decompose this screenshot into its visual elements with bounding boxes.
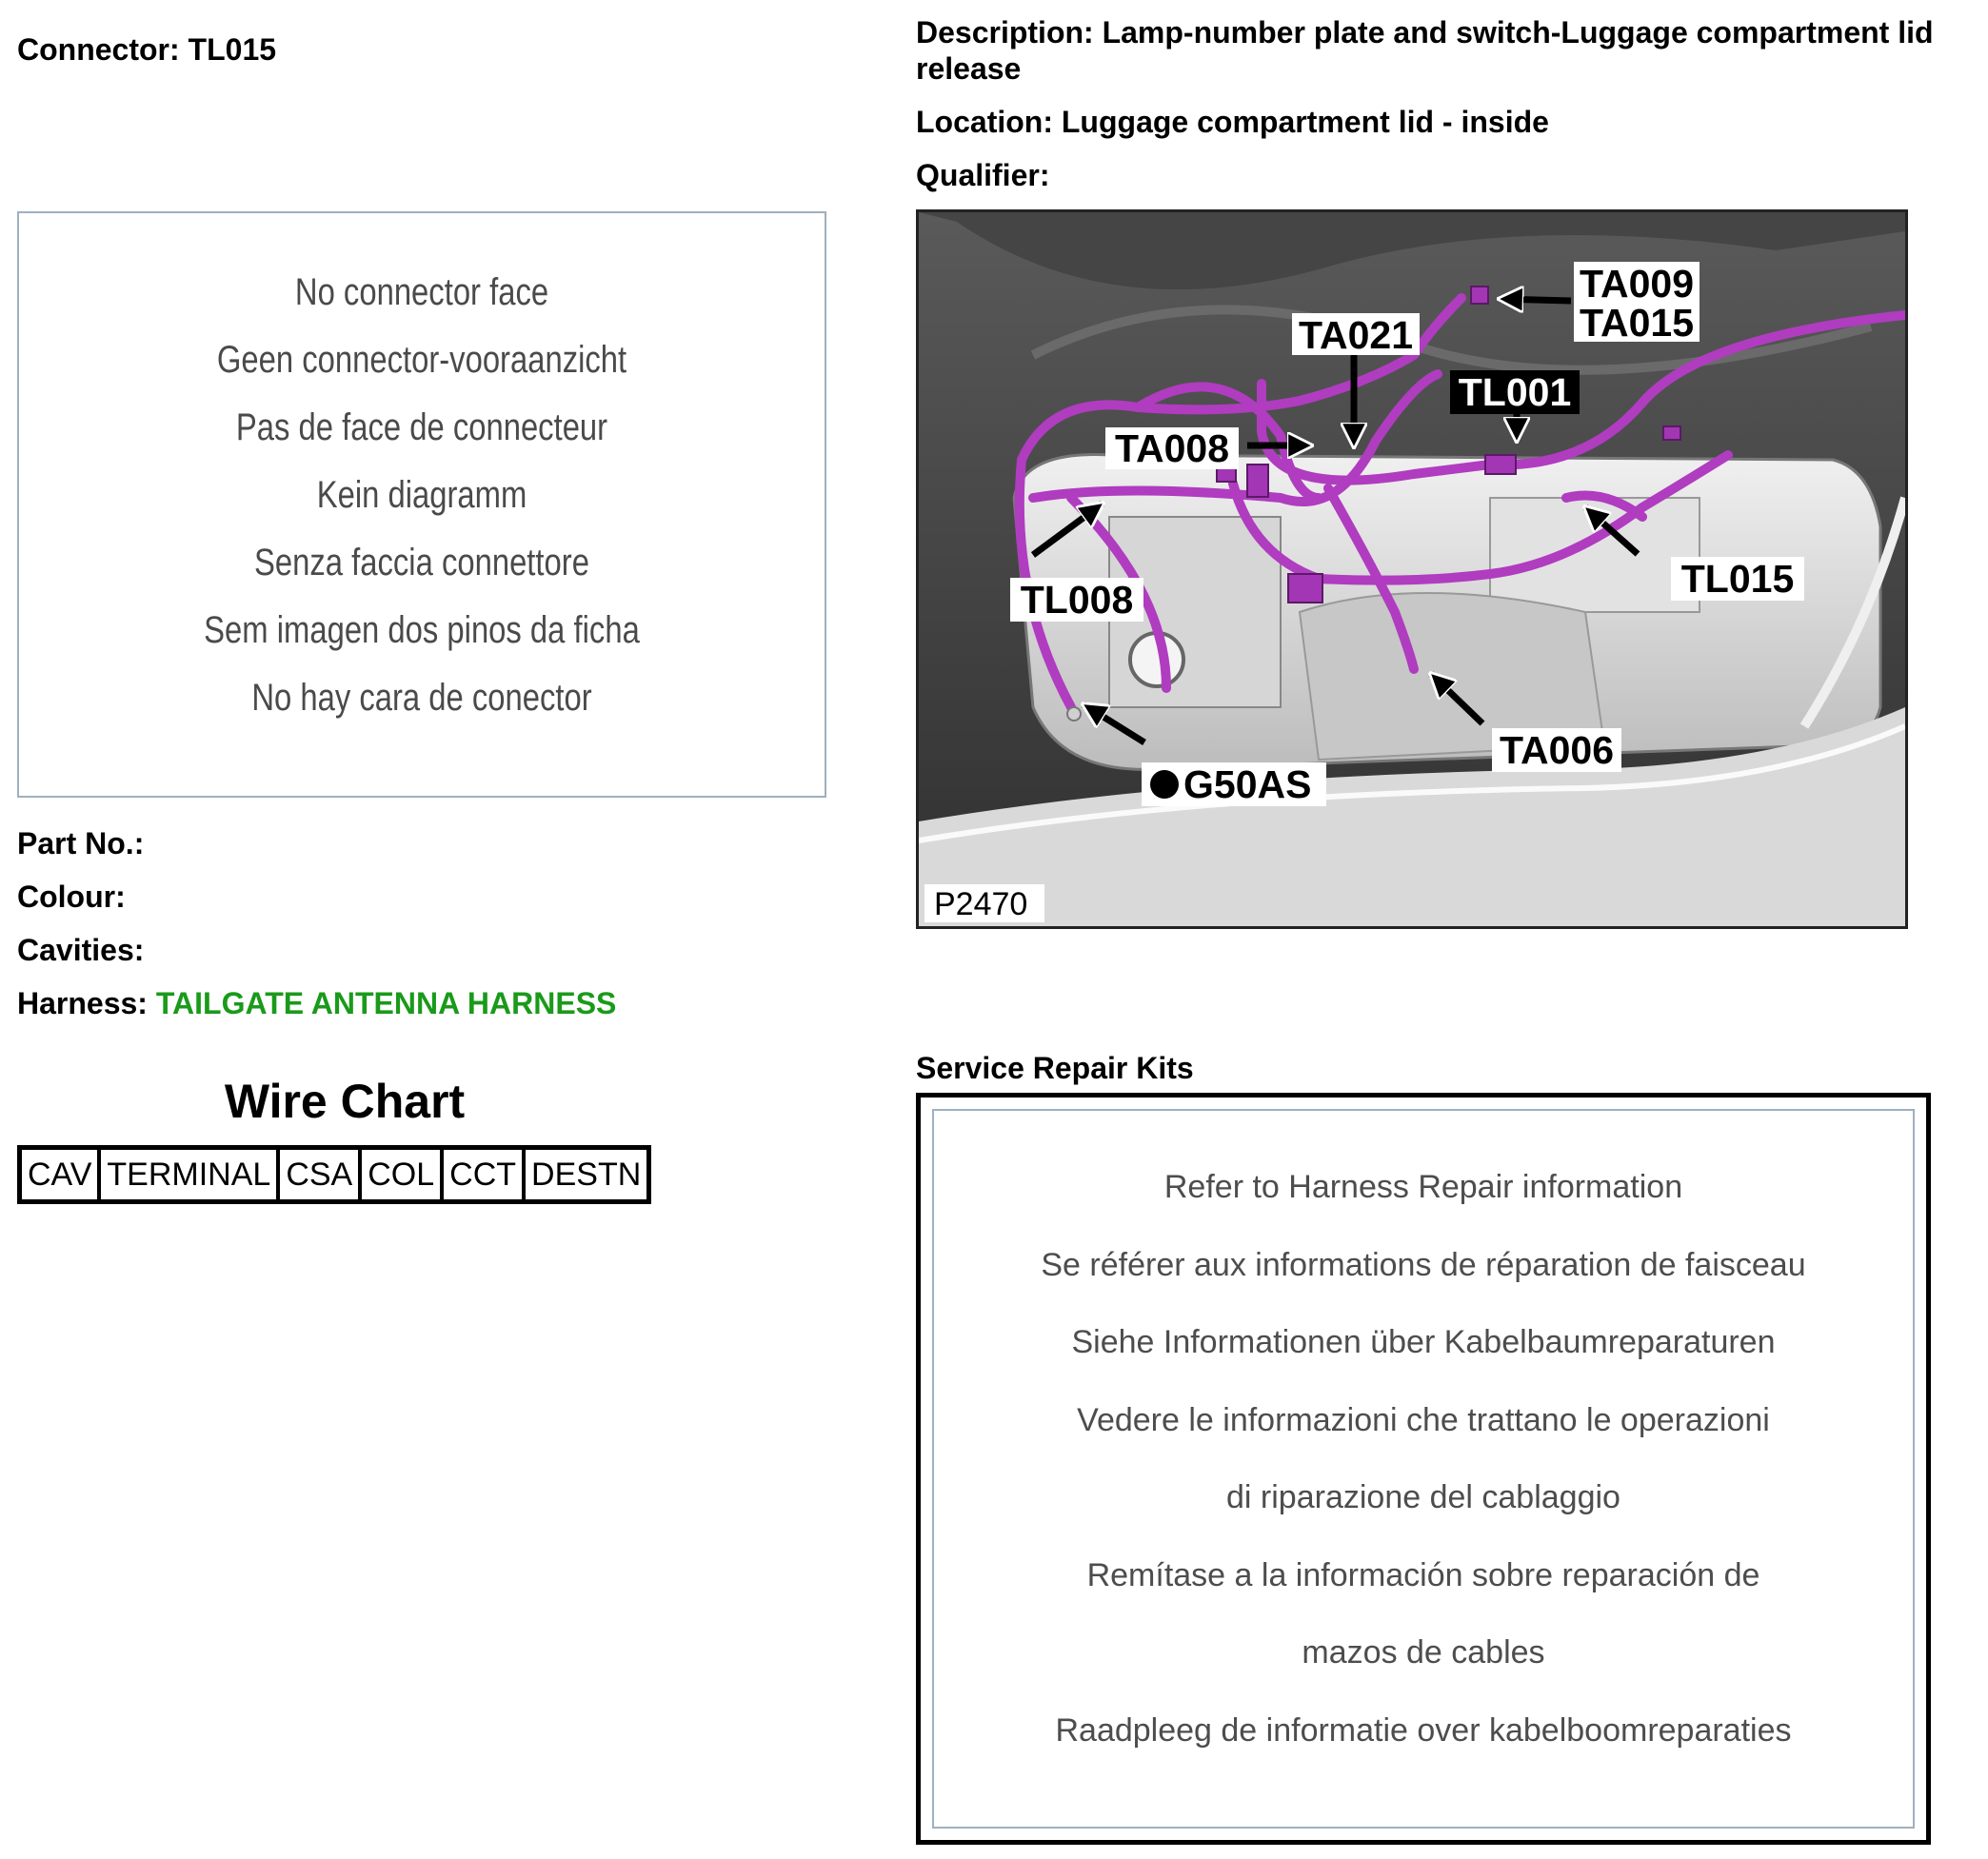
- wire-chart-table: [17, 1145, 651, 1204]
- description-continuation: release: [916, 51, 1022, 86]
- figure-id: P2470: [934, 886, 1028, 922]
- location-field: [916, 105, 1549, 139]
- harness-label: Harness:: [17, 986, 148, 1020]
- harness-value: TAILGATE ANTENNA HARNESS: [155, 986, 617, 1020]
- no-face-line: No hay cara de conector: [251, 677, 592, 719]
- colour-label: Colour:: [17, 880, 126, 914]
- description-value: Lamp-number plate and switch-Luggage compartment lid: [1102, 15, 1934, 49]
- location-value: Luggage compartment lid - inside: [1061, 105, 1549, 139]
- wire-chart-header-row: [20, 1148, 649, 1202]
- service-repair-kits-inner: [932, 1109, 1915, 1829]
- no-face-line: Geen connector-vooraanzicht: [216, 339, 627, 381]
- connector-tl001: [1485, 455, 1516, 474]
- connector-ta006: [1288, 574, 1322, 603]
- wire-chart-header-cct: CCT: [442, 1148, 524, 1202]
- srk-line: Siehe Informationen über Kabelbaumreparaturen: [1071, 1324, 1776, 1360]
- srk-line: mazos de cables: [1302, 1634, 1545, 1671]
- callout-g50as: G50AS: [1183, 762, 1312, 806]
- service-repair-kits-title: Service Repair Kits: [916, 1051, 1194, 1085]
- srk-line: Refer to Harness Repair information: [1163, 1169, 1683, 1205]
- description-label: Description:: [916, 15, 1094, 49]
- no-connector-face-panel: [17, 211, 826, 798]
- ground-bullet-icon: [1150, 770, 1179, 799]
- description-field: [916, 15, 1934, 49]
- connector-label: Connector:: [17, 32, 180, 67]
- wire-chart-header-destn: DESTN: [524, 1148, 649, 1202]
- callout-tl015: TL015: [1680, 557, 1795, 601]
- srk-line: Raadpleeg de informatie over kabelboomreparaties: [1055, 1711, 1792, 1749]
- wire-chart-header-col: COL: [360, 1148, 442, 1202]
- callout-ta006: TA006: [1499, 728, 1615, 772]
- location-label: Location:: [916, 105, 1053, 139]
- callout-ta021: TA021: [1298, 313, 1414, 357]
- connector-field: [17, 32, 276, 67]
- no-face-line: Senza faccia connettore: [254, 542, 589, 583]
- cavities-label: Cavities:: [17, 933, 145, 967]
- wire-chart-header-terminal: TERMINAL: [99, 1148, 278, 1202]
- callout-tl001: TL001: [1458, 370, 1572, 414]
- connector-tl015: [1663, 426, 1680, 440]
- qualifier-label: Qualifier:: [916, 158, 1050, 192]
- no-face-line: No connector face: [294, 271, 549, 313]
- srk-line: di riparazione del cablaggio: [1226, 1479, 1620, 1515]
- wire-chart-title: Wire Chart: [224, 1075, 466, 1128]
- callout-tl008: TL008: [1020, 578, 1134, 622]
- ground-point-g50as: [1067, 707, 1081, 721]
- no-face-line: Kein diagramm: [316, 474, 527, 516]
- callout-ta015: TA015: [1579, 301, 1695, 345]
- location-figure: [916, 209, 1908, 929]
- part-no-label: Part No.:: [17, 826, 145, 860]
- harness-field: [17, 986, 616, 1020]
- callout-ta009: TA009: [1579, 262, 1695, 306]
- wire-chart-header-csa: CSA: [278, 1148, 360, 1202]
- connector-ta021: [1247, 465, 1268, 497]
- arrow-ta009: [1500, 299, 1571, 301]
- no-face-line: Sem imagen dos pinos da ficha: [204, 609, 640, 651]
- connector-ta009: [1471, 287, 1488, 304]
- callout-ta008: TA008: [1114, 426, 1230, 470]
- service-repair-kits-panel: [916, 1093, 1931, 1845]
- no-face-line: Pas de face de connecteur: [235, 406, 608, 448]
- srk-line: Vedere le informazioni che trattano le operazioni: [1077, 1401, 1770, 1438]
- wire-chart-header-cav: CAV: [20, 1148, 100, 1202]
- srk-line: Se référer aux informations de réparation de faisceau: [1041, 1246, 1806, 1283]
- connector-value: TL015: [188, 32, 277, 67]
- srk-line: Remítase a la información sobre reparación de: [1086, 1556, 1760, 1593]
